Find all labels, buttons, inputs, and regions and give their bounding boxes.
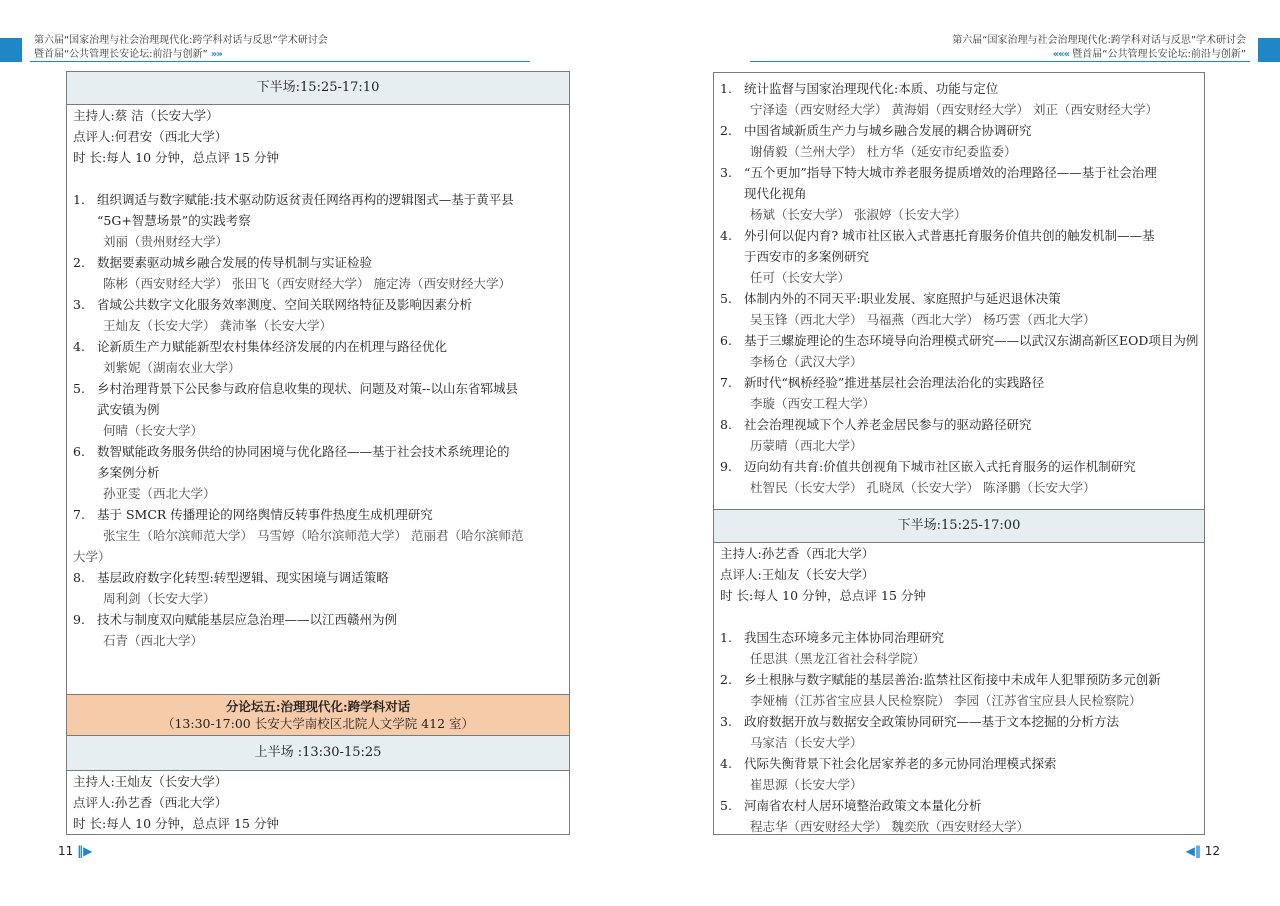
header-left <box>34 34 328 62</box>
duration2-line: 时 长:每人 10 分钟，总点评 15 分钟 <box>73 816 279 831</box>
header-left-line1: 第六届“国家治理与社会治理现代化:跨学科对话与反思”学术研讨会 <box>34 35 328 46</box>
paper-number: 1. <box>720 81 732 96</box>
paper-number: 5. <box>720 291 732 306</box>
paper-title-line: 政府数据开放与数据安全政策协同研究——基于文本挖掘的分析方法 <box>744 714 1120 729</box>
paper-number: 1. <box>720 630 732 645</box>
paper-item <box>720 753 1198 795</box>
paper-title-line: 数据要素驱动城乡融合发展的传导机制与实证检验 <box>97 255 373 270</box>
paper-title-line: “五个更加”指导下特大城市养老服务提质增效的治理路径——基于社会治理 <box>744 165 1157 180</box>
host2-line: 主持人:王灿友（长安大学） <box>73 774 228 789</box>
paper-item <box>720 120 1198 162</box>
paper-number: 1. <box>73 192 85 207</box>
page-number-right <box>1186 844 1220 858</box>
paper-number: 9. <box>73 612 85 627</box>
forum-subtitle: （13:30-17:00 长安大学南校区北院人文学院 412 室） <box>161 716 475 731</box>
page-arrow-left-icon: ◀‖ <box>1185 844 1201 858</box>
paper-number: 7. <box>720 375 732 390</box>
paper-authors: 任思淇（黑龙江省社会科学院） <box>750 651 926 666</box>
paper-number: 3. <box>73 297 85 312</box>
session-title: 下半场:15:25-17:10 <box>67 72 569 105</box>
paper-title-line: 现代化视角 <box>744 186 807 201</box>
header-accent-bar-right <box>1258 38 1280 62</box>
paper-title-line: 我国生态环境多元主体协同治理研究 <box>744 630 945 645</box>
header-accent-bar-left <box>0 38 22 62</box>
header-left-line2: 暨首届“公共管理长安论坛:前沿与创新” <box>34 49 208 60</box>
duration-line: 时 长:每人 10 分钟，总点评 15 分钟 <box>73 150 279 165</box>
paper-list <box>73 189 563 651</box>
paper-number: 2. <box>720 672 732 687</box>
session-body <box>67 105 569 651</box>
session-title-right: 下半场:15:25-17:00 <box>714 509 1204 543</box>
page-number-left <box>58 844 92 858</box>
page-number-left-text: 11 <box>58 844 74 858</box>
paper-number: 3. <box>720 165 732 180</box>
paper-title-line: 省域公共数字文化服务效率测度、空间关联网络特征及影响因素分析 <box>97 297 473 312</box>
paper-item <box>73 567 563 609</box>
header-right <box>952 34 1246 62</box>
paper-number: 9. <box>720 459 732 474</box>
paper-title-line: 数智赋能政务服务供给的协同困境与优化路径——基于社会技术系统理论的 <box>97 444 510 459</box>
paper-title-line: 多案例分析 <box>97 465 160 480</box>
paper-authors: 孙亚雯（西北大学） <box>103 486 216 501</box>
paper-authors: 谢倩毅（兰州大学） 杜方华（延安市纪委监委） <box>750 144 1017 159</box>
paper-authors: 刘丽（贵州财经大学） <box>103 234 229 249</box>
paper-number: 8. <box>73 570 85 585</box>
paper-title-line: “5G+智慧场景”的实践考察 <box>97 213 251 228</box>
paper-number: 2. <box>73 255 85 270</box>
reviewer-line-right: 点评人:王灿友（长安大学） <box>720 567 875 582</box>
paper-item <box>720 795 1198 837</box>
schedule-panel-right <box>713 72 1205 835</box>
header-rule-left <box>30 61 530 62</box>
paper-item <box>720 162 1198 225</box>
paper-item <box>73 378 563 441</box>
paper-authors: 石青（西北大学） <box>103 633 204 648</box>
paper-item <box>720 669 1198 711</box>
paper-number: 8. <box>720 417 732 432</box>
paper-item <box>720 78 1198 120</box>
paper-authors: 宁泽逵（西安财经大学） 黄海娟（西安财经大学） 刘正（西安财经大学） <box>750 102 1158 117</box>
paper-title-line: 统计监督与国家治理现代化:本质、功能与定位 <box>744 81 999 96</box>
paper-item <box>720 225 1198 288</box>
paper-item <box>720 288 1198 330</box>
paper-item <box>73 441 563 504</box>
paper-authors: 吴玉锋（西北大学） 马福燕（西北大学） 杨巧雲（西北大学） <box>750 312 1096 327</box>
header-right-line2: 暨首届“公共管理长安论坛:前沿与创新” <box>1072 49 1246 60</box>
paper-title-line: 乡村治理背景下公民参与政府信息收集的现状、问题及对策--以山东省郓城县 <box>97 381 518 396</box>
forum-header <box>67 694 569 736</box>
paper-number: 6. <box>73 444 85 459</box>
paper-number: 4. <box>720 756 732 771</box>
paper-title-line: 论新质生产力赋能新型农村集体经济发展的内在机理与路径优化 <box>97 339 448 354</box>
paper-authors: 马家洁（长安大学） <box>750 735 863 750</box>
paper-title-line: 基层政府数字化转型:转型逻辑、现实困境与调适策略 <box>97 570 389 585</box>
paper-number: 5. <box>73 381 85 396</box>
page-number-right-text: 12 <box>1204 844 1220 858</box>
paper-title-line: 基于 SMCR 传播理论的网络舆情反转事件热度生成机理研究 <box>97 507 433 522</box>
paper-authors: 任可（长安大学） <box>750 270 851 285</box>
chevron-right-icon: »» <box>210 49 222 60</box>
paper-item <box>73 336 563 378</box>
paper-item <box>720 330 1198 372</box>
paper-number: 2. <box>720 123 732 138</box>
forum-title: 分论坛五:治理现代化:跨学科对话 <box>225 699 411 714</box>
paper-item <box>73 294 563 336</box>
schedule-panel-left <box>66 71 570 835</box>
paper-title-line: 武安镇为例 <box>97 402 160 417</box>
paper-list-continued <box>720 78 1198 498</box>
paper-title-line: 社会治理视域下个人养老金居民参与的驱动路径研究 <box>744 417 1032 432</box>
paper-authors: 杨斌（长安大学） 张淑婷（长安大学） <box>750 207 967 222</box>
paper-list-second-half <box>720 627 1198 837</box>
header-rule-right <box>750 61 1250 62</box>
paper-number: 5. <box>720 798 732 813</box>
paper-title-line: 代际失衡背景下社会化居家养老的多元协同治理模式探索 <box>744 756 1057 771</box>
paper-item <box>73 609 563 651</box>
host-line-right: 主持人:孙艺香（西北大学） <box>720 546 875 561</box>
header-right-line1: 第六届“国家治理与社会治理现代化:跨学科对话与反思”学术研讨会 <box>952 35 1246 46</box>
paper-item <box>720 711 1198 753</box>
paper-title-line: 迈向幼有共育:价值共创视角下城市社区嵌入式托育服务的运作机制研究 <box>744 459 1136 474</box>
paper-title-line: 技术与制度双向赋能基层应急治理——以江西赣州为例 <box>97 612 398 627</box>
paper-title-line: 新时代“枫桥经验”推进基层社会治理法治化的实践路径 <box>744 375 1045 390</box>
paper-authors: 大学） <box>73 549 111 564</box>
paper-list-continued-wrap <box>714 73 1204 498</box>
paper-authors: 李璇（西安工程大学） <box>750 396 876 411</box>
paper-title-line: 中国省域新质生产力与城乡融合发展的耦合协调研究 <box>744 123 1032 138</box>
paper-number: 7. <box>73 507 85 522</box>
paper-title-line: 外引何以促内育? 城市社区嵌入式普惠托育服务价值共创的触发机制——基 <box>744 228 1155 243</box>
reviewer-line: 点评人:何君安（西北大学） <box>73 129 228 144</box>
paper-authors: 周利剑（长安大学） <box>103 591 216 606</box>
paper-item <box>73 189 563 252</box>
paper-number: 4. <box>720 228 732 243</box>
session2-title: 上半场 :13:30-15:25 <box>67 736 569 771</box>
paper-authors: 何晴（长安大学） <box>103 423 204 438</box>
paper-title-line: 组织调适与数字赋能:技术驱动防返贫责任网络再构的逻辑图式—基于黄平县 <box>97 192 514 207</box>
paper-item <box>720 372 1198 414</box>
duration-line-right: 时 长:每人 10 分钟，总点评 15 分钟 <box>720 588 926 603</box>
paper-title-line: 河南省农村人居环境整治政策文本量化分析 <box>744 798 982 813</box>
paper-item <box>720 414 1198 456</box>
paper-authors: 李娅楠（江苏省宝应县人民检察院） 李园（江苏省宝应县人民检察院） <box>750 693 1142 708</box>
paper-item <box>73 252 563 294</box>
paper-title-line: 于西安市的多案例研究 <box>744 249 870 264</box>
paper-authors: 历蒙晴（西北大学） <box>750 438 863 453</box>
paper-title-line: 乡土根脉与数字赋能的基层善治:监禁社区衔接中未成年人犯罪预防多元创新 <box>744 672 1161 687</box>
paper-authors: 崔思源（长安大学） <box>750 777 863 792</box>
paper-authors: 李杨仓（武汉大学） <box>750 354 863 369</box>
paper-authors: 程志华（西安财经大学） 魏奕欣（西安财经大学） <box>750 819 1029 834</box>
page-arrow-right-icon: ‖▶ <box>77 844 93 858</box>
paper-authors: 刘紫妮（湖南农业大学） <box>103 360 241 375</box>
paper-item <box>73 504 563 567</box>
paper-item <box>720 456 1198 498</box>
host-line: 主持人:蔡 洁（长安大学） <box>73 108 219 123</box>
paper-item <box>720 627 1198 669</box>
paper-number: 3. <box>720 714 732 729</box>
paper-authors: 王灿友（长安大学） 龚沛峯（长安大学） <box>103 318 332 333</box>
paper-authors: 陈彬（西安财经大学） 张田飞（西安财经大学） 施定涛（西安财经大学） <box>103 276 511 291</box>
paper-number: 4. <box>73 339 85 354</box>
paper-authors: 张宝生（哈尔滨师范大学） 马雪婷（哈尔滨师范大学） 范丽君（哈尔滨师范 <box>103 528 524 543</box>
session-body-right <box>714 543 1204 837</box>
reviewer2-line: 点评人:孙艺香（西北大学） <box>73 795 228 810</box>
chevron-left-icon: ««« <box>1052 49 1070 60</box>
paper-number: 6. <box>720 333 732 348</box>
session2-body <box>67 771 569 834</box>
paper-authors: 杜智民（长安大学） 孔晓凤（长安大学） 陈泽鹏（长安大学） <box>750 480 1096 495</box>
paper-title-line: 体制内外的不同天平:职业发展、家庭照护与延迟退休决策 <box>744 291 1061 306</box>
paper-title-line: 基于三螺旋理论的生态环境导向治理模式研究——以武汉东湖高新区EOD项目为例 <box>744 333 1198 348</box>
